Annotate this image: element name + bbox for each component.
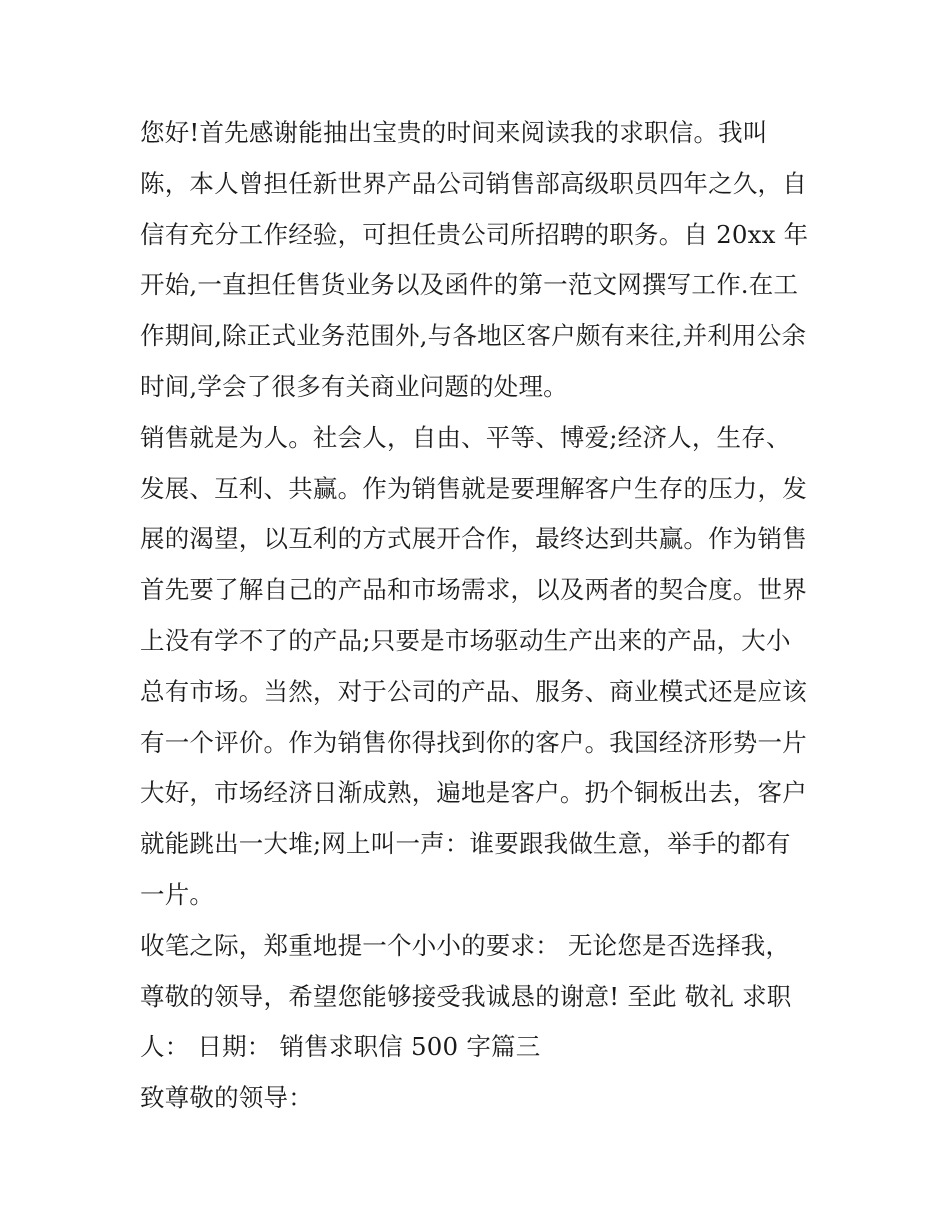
text-line: 销售就是为人。社会人，自由、平等、博爱;经济人，生存、 <box>140 422 791 452</box>
letter-body <box>140 108 830 1124</box>
text-line: 大好，市场经济日渐成熟，遍地是客户。扔个铜板出去，客户 <box>140 778 807 808</box>
text-line: 开始,一直担任售货业务以及函件的第一范文网撰写工作.在工 <box>140 270 799 300</box>
text-line: 尊敬的领导，希望您能够接受我诚恳的谢意! 至此 敬礼 求职 <box>140 981 792 1011</box>
text-line: 作期间,除正式业务范围外,与各地区客户颇有来往,并利用公余 <box>140 321 807 351</box>
text-line: 有一个评价。作为销售你得找到你的客户。我国经济形势一片 <box>140 727 807 757</box>
text-line: 一片。 <box>140 879 215 909</box>
text-line: 首先要了解自己的产品和市场需求，以及两者的契合度。世界 <box>140 575 807 605</box>
text-line: 展的渴望，以互利的方式展开合作，最终达到共赢。作为销售 <box>140 524 807 554</box>
text-line: 收笔之际，郑重地提一个小小的要求： 无论您是否选择我， <box>140 930 791 960</box>
text-line: 信有充分工作经验，可担任贵公司所招聘的职务。自 20xx 年 <box>140 219 809 249</box>
text-line: 上没有学不了的产品;只要是市场驱动生产出来的产品，大小 <box>140 625 791 655</box>
text-line: 发展、互利、共赢。作为销售就是要理解客户生存的压力，发 <box>140 473 807 503</box>
text-line: 致尊敬的领导： <box>140 1083 313 1113</box>
text-line: 人： 日期： 销售求职信 500 字篇三 <box>140 1032 541 1062</box>
text-line: 您好!首先感谢能抽出宝贵的时间来阅读我的求职信。我叫 <box>140 118 768 147</box>
text-line: 时间,学会了很多有关商业问题的处理。 <box>140 371 568 401</box>
text-line: 陈，本人曾担任新世界产品公司销售部高级职员四年之久，自 <box>140 168 807 198</box>
text-line: 总有市场。当然，对于公司的产品、服务、商业模式还是应该 <box>140 676 807 706</box>
text-line: 就能跳出一大堆;网上叫一声：谁要跟我做生意，举手的都有 <box>140 829 791 859</box>
